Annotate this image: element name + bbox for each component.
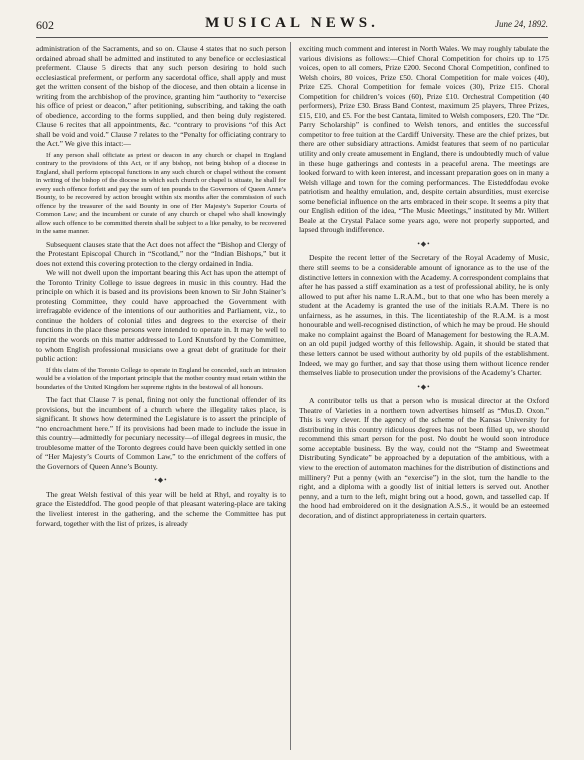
column-divider	[290, 42, 291, 750]
left-column	[36, 44, 286, 528]
article-paragraph: Despite the recent letter of the Secretary of the Royal Academy of Music, there still seems to be a considerable amount of ignorance as to the use of the distinctive letters in connexion with the Academy. A correspondent complains that after he has passed a stiff examination as a test of professional ability, he is only allowed to put after his name L.R.A.M., but to that one who has been merely a student at the Academy is granted the use of the initials R.A.M. There is no unfairness, as he assumes, in this. The licentiateship of the R.A.M. is a most honourable and well-recognised distinction, of which he may be proud. He should make no complaint against the Board of Management for bestowing the R.A.M. on an old pupil judged worthy of this fellowship. Again, it should be stated that these letters cannot be used without authority by old pupils of the establishment. Indeed, we may go further, and say that those using them without licence render themselves liable to prosecution under the provisions of the Academy’s Charter.	[299, 253, 549, 378]
header-rule	[36, 37, 548, 38]
article-paragraph: A contributor tells us that a person who is musical director at the Oxford Theatre of Varieties in a northern town advertises himself as “Mus.D. Oxon.” This is very clever. If the agency of the scheme of the Kansas University for distributing in this country ridiculous degrees has not been filled up, we should recommend this smart person for the post. No doubt he would soon introduce some acceptable business. By the way, could not the “Stamp and Sweetmeat Distributing Syndicate” be approached by a deputation of the ambitious, with a view to the erection of automaton machines for the distribution of distinctions and millinery? Put a penny (with an “exercise”) in the slot, turn the handle to the right, and a diploma with a goodly list of initial letters is served out. Another penny, and a turn to the left, might bring out a hood, gown, and tasselled cap. If the hood had embroidered on it the designation A.S.S., it would be an esteemed decoration, and of distinct appropriateness in certain quarters.	[299, 396, 549, 520]
page-header	[36, 14, 548, 36]
article-paragraph: administration of the Sacraments, and so on. Clause 4 states that no such person ordained abroad shall be admitted and instituted to any benefice or ecclesiastical preferment. Clause 5 directs that any such person desiring to hold such ecclesiastical preferment, or perform any sacerdotal office, shall apply and must get the written consent of the bishop of the diocese, and then obtain a license in writing from the archbishop of the province, granting him “authority to “exercise his office of priest or deacon,” after petitioning, subscribing, and taking the oath of obedience, according to the forms supplied, and then being duly registered. Clause 6 recites that all appointments, &c. “contrary to provisions “of this Act shall be void and void.” Clause 7 relates to the “Penalty for officiating contrary to the Act.” We give this intact:—	[36, 44, 286, 149]
article-paragraph: We will not dwell upon the important bearing this Act has upon the attempt of the Toronto Trinity College to issue degrees in music in this country. Had the principle on which it is based and its provisions been known to Sir John Stainer’s protesting Committee, they could have approached the Government with irrefragable evidence of the intentions of our authorities and Parliament, viz., to continue the holders of colonial titles and degrees to the exercise of their functions in the place these persons were intended to operate in. It may be well to reprint the words on this matter addressed to Lord Knutsford by the Committee, to whom English professional musicians owe a great debt of gratitude for their public action:	[36, 268, 286, 364]
section-ornament: •◆•	[154, 476, 168, 485]
article-paragraph: exciting much comment and interest in North Wales. We may roughly tabulate the various divisions as follows:—Chief Choral Competition for choirs up to 175 voices, open to all comers, Prize £200. Second Choral Competition, confined to Welsh choirs, 80 voices, Prize £50. Choral Competition for male voices (40), Prize £25. Choral Competition for female voices (30), Prize £15. Choral Competition for children’s voices (60), Prize £10. Orchestral Competition (40 performers), Prize £30. Brass Band Contest, maximum 25 players, Three Prizes, £15, £10, and £5. For the best Cantata, limited to Welsh composers, £20. The “Dr. Parry Scholarship” is confined to Welsh tenors, and entitles the successful competitor to free tuition at the Cardiff University. These are the chief prizes, but there are other subsidiary attractions. Amidst features that seem of no particular utility and only create amusement in England, there is undoubtedly much of value in these huge gatherings and contests in a peaceful arena. The meetings are looked forward to with keen interest, and incessant preparation goes on in many a Welsh village and town for the coming performances. The Eisteddfodau evoke patriotism and healthy emulation, and, despite certain absurdities, must exercise some beneficial influence on the arts embraced in their scope. It seems a pity that our English edition of the idea, “The Music Meetings,” instituted by Mr. Willert Beale at the Crystal Palace some years ago, were not properly supported, and lapsed through indifference.	[299, 44, 549, 235]
quoted-extract: If this claim of the Toronto College to operate in England be conceded, such an intrusion would be a violation of the important principle that the mother country must retain within the boundaries of the United Kingdom her supreme rights in the bestowal of all honours.	[36, 366, 286, 391]
masthead-title: MUSICAL NEWS.	[205, 15, 379, 31]
section-ornament: •◆•	[417, 239, 431, 248]
article-paragraph: The great Welsh festival of this year will be held at Rhyl, and royalty is to grace the Eisteddfod. The good people of that pleasant watering-place are taking the liveliest interest in the gathering, and the scheme the Committee has put forward, together with the list of prizes, is already	[36, 489, 286, 528]
page-number: 602	[36, 18, 54, 32]
right-column	[299, 44, 549, 520]
quoted-extract: If any person shall officiate as priest or deacon in any church or chapel in England contrary to the provisions of this Act, or if any bishop, not being bishop of a diocese in England, shall perform episcopal functions in any such church or chapel without the consent in writing of the bishop of the diocese in which such church or chapel is situate, he shall for every such offence forfeit and pay the sum of ten pounds to the Governors of Queen Anne’s Bounty, to be recovered by action brought within six months after the commission of such offence by the treasurer of the said Bounty in one of Her Majesty’s Superior Courts of Common Law; and the incumbent or curate of any church or chapel who shall knowingly allow such offence to be committed therein shall be subject to a like penalty, to be recovered in the same manner.	[36, 152, 286, 236]
article-paragraph: The fact that Clause 7 is penal, fining not only the functional offender of its provisions, but the incumbent of a church where the illegality takes place, is significant. It shows how determined the Legislature is to assert the principle of “no encroachment here.” If its provisions had been made to include the issue in this country—admittedly for pecuniary necessity—of illegal degrees in music, the troublesome matter of the Toronto degrees could have been quickly settled in one of “Her Majesty’s Courts of Common Law,” to the enrichment of the coffers of the Governors of Queen Anne’s Bounty.	[36, 395, 286, 471]
issue-date: June 24, 1892.	[495, 19, 548, 29]
section-ornament: •◆•	[417, 382, 431, 391]
article-paragraph: Subsequent clauses state that the Act does not affect the “Bishop and Clergy of the Protestant Episcopal Church in “Scotland,” nor the “Indian Bishops,” but it does not extend this covering protection to the clergy ordained in India.	[36, 239, 286, 268]
